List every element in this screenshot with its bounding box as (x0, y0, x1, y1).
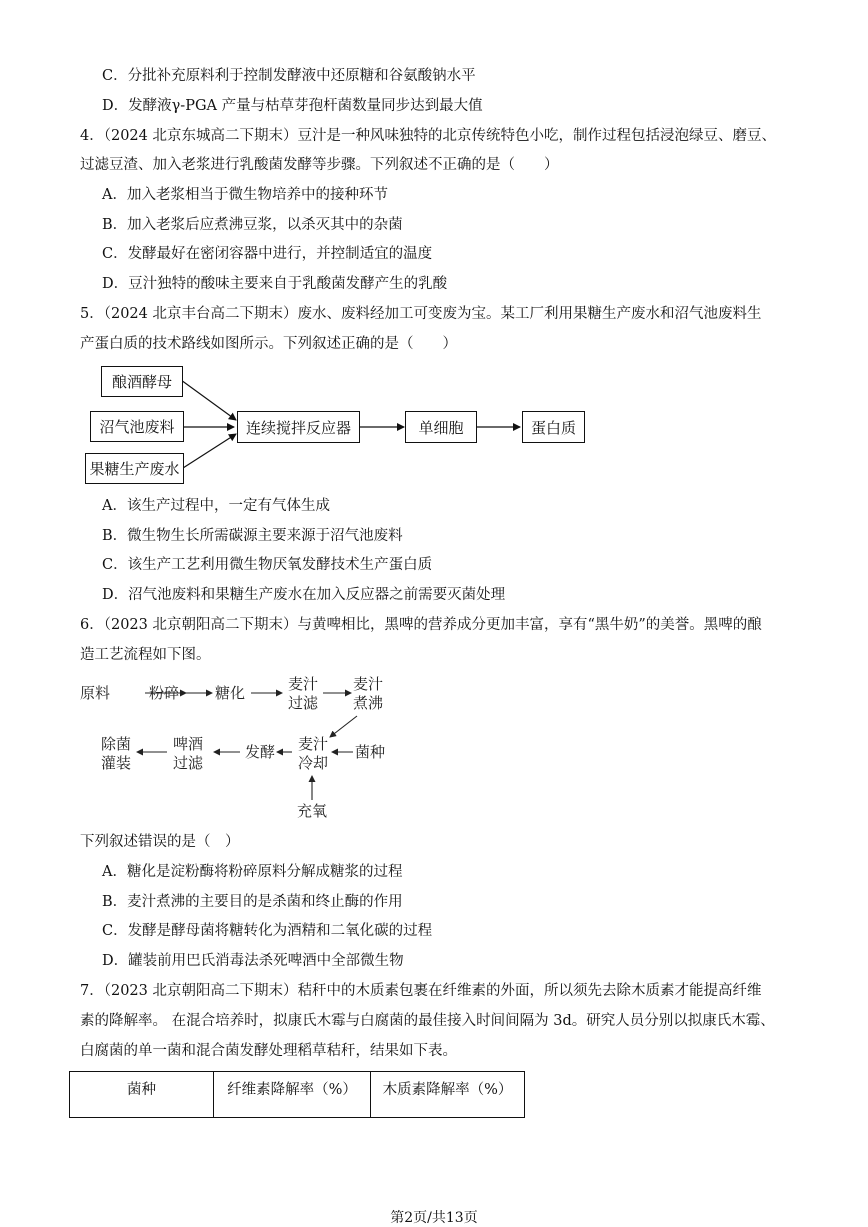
q7-stem-line1: 7．（2023 北京朝阳高二下期末）秸秆中的木质素包裹在纤维素的外面，所以须先去除木质素才能提高纤维 (80, 983, 762, 999)
table-header-strain: 菌种 (70, 1072, 214, 1118)
page-footer: 第2页/共13页 (390, 1210, 478, 1226)
flow-sterilize-pack: 除菌 灌装 (101, 735, 132, 772)
arrow-boil-to-cool (330, 716, 357, 737)
table-header-cellulose: 纤维素降解率（%） (214, 1072, 371, 1118)
q6-option-d: D．罐装前用巴氏消毒法杀死啤酒中全部微生物 (102, 953, 404, 969)
option-c-prev: C．分批补充原料利于控制发酵液中还原糖和谷氨酸钠水平 (102, 68, 476, 84)
q4-stem-line2: 过滤豆渣、加入老浆进行乳酸菌发酵等步骤。下列叙述不正确的是（ ） (80, 157, 559, 173)
arrow-yeast-to-reactor (181, 380, 236, 420)
table-header-row (70, 1072, 525, 1118)
q5-option-b: B．微生物生长所需碳源主要来源于沼气池废料 (102, 528, 403, 544)
q6-option-b: B．麦汁煮沸的主要目的是杀菌和终止酶的作用 (102, 894, 403, 910)
flow-oxygen: 充氧 (297, 802, 328, 820)
q4-option-c: C．发酵最好在密闭容器中进行，并控制适宜的温度 (102, 246, 433, 262)
q5-option-c: C．该生产工艺利用微生物厌氧发酵技术生产蛋白质 (102, 557, 433, 573)
q6-stem-line1: 6．（2023 北京朝阳高二下期末）与黄啤相比，黑啤的营养成分更加丰富，享有“黑牛奶”的美誉。黑啤的酿 (80, 617, 762, 633)
flow-saccharify: 糖化 (215, 684, 246, 702)
flow-crush: 粉碎 (149, 684, 180, 702)
box-fructose-wastewater: 果糖生产废水 (85, 453, 184, 484)
q5-stem-line2: 产蛋白质的技术路线如图所示。下列叙述正确的是（ ） (80, 336, 457, 352)
q4-option-d: D．豆汁独特的酸味主要来自于乳酸菌发酵产生的乳酸 (102, 276, 448, 292)
flow-boil: 麦汁 煮沸 (353, 675, 384, 712)
q6-option-a: A．糖化是淀粉酶将粉碎原料分解成糖浆的过程 (102, 864, 403, 880)
option-d-prev: D．发酵液γ-PGA 产量与枯草芽孢杆菌数量同步达到最大值 (102, 98, 483, 114)
table-header-lignin: 木质素降解率（%） (371, 1072, 525, 1118)
q5-option-a: A．该生产过程中，一定有气体生成 (102, 498, 330, 514)
q4-option-b: B．加入老浆后应煮沸豆浆，以杀灭其中的杂菌 (102, 217, 403, 233)
q6-option-c: C．发酵是酵母菌将糖转化为酒精和二氧化碳的过程 (102, 923, 433, 939)
q5-stem-line1: 5．（2024 北京丰台高二下期末）废水、废料经加工可变废为宝。某工厂利用果糖生产废水和沼气池废料生 (80, 306, 762, 322)
flow-beer-filter: 啤酒 过滤 (173, 735, 204, 772)
box-biogas-waste: 沼气池废料 (90, 411, 184, 442)
box-single-cell: 单细胞 (405, 411, 477, 443)
flow-filter: 麦汁 过滤 (288, 675, 319, 712)
q7-results-table (69, 1071, 525, 1118)
q4-option-a: A．加入老浆相当于微生物培养中的接种环节 (102, 187, 388, 203)
box-yeast: 酿酒酵母 (101, 366, 183, 397)
box-reactor: 连续搅拌反应器 (237, 411, 360, 443)
q7-stem-line3: 白腐菌的单一菌和混合菌发酵处理稻草秸秆，结果如下表。 (80, 1043, 457, 1059)
box-protein: 蛋白质 (522, 411, 585, 443)
flow-ferment: 发酵 (245, 743, 276, 761)
q6-question: 下列叙述错误的是（ ） (80, 834, 240, 850)
flow-strain: 菌种 (355, 743, 386, 761)
flow-cool: 麦汁 冷却 (298, 735, 329, 772)
q6-stem-line2: 造工艺流程如下图。 (80, 647, 211, 663)
q4-stem-line1: 4．（2024 北京东城高二下期末）豆汁是一种风味独特的北京传统特色小吃，制作过程包括浸泡绿豆、磨豆、 (80, 128, 776, 144)
flow-raw: 原料 (80, 684, 111, 702)
arrow-water-to-reactor (183, 434, 236, 468)
q5-option-d: D．沼气池废料和果糖生产废水在加入反应器之前需要灭菌处理 (102, 587, 506, 603)
q7-stem-line2: 素的降解率。 在混合培养时，拟康氏木霉与白腐菌的最佳接入时间间隔为 3d。研究人员分别以拟康氏木霉、 (80, 1013, 775, 1029)
